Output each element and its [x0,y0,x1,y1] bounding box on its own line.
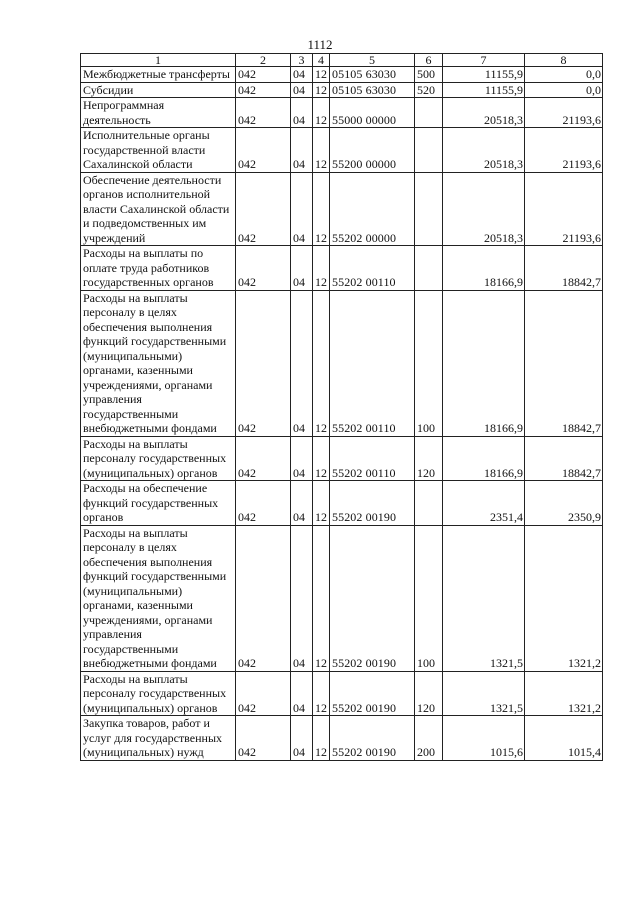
row-name-cell: Непрограммная деятельность [81,98,236,128]
expense-type-cell: 500 [415,67,443,83]
column-header-8: 8 [525,54,603,67]
column-header-4: 4 [313,54,330,67]
expense-type-cell [415,172,443,246]
target-article-cell: 55000 00000 [330,98,415,128]
table-row [81,172,603,246]
table-row [81,82,603,98]
subsection-cell: 12 [313,481,330,526]
expense-type-cell [415,481,443,526]
amount-col7-cell: 11155,9 [443,82,525,98]
subsection-cell: 12 [313,246,330,291]
amount-col7-cell: 18166,9 [443,246,525,291]
amount-col7-cell: 1015,6 [443,716,525,761]
target-article-cell: 55202 00110 [330,290,415,436]
table-row [81,98,603,128]
amount-col8-cell: 21193,6 [525,128,603,173]
admin-code-cell: 042 [236,436,291,481]
expense-type-cell: 120 [415,671,443,716]
column-number-header-row [81,54,603,67]
section-cell: 04 [291,671,313,716]
section-cell: 04 [291,436,313,481]
admin-code-cell: 042 [236,82,291,98]
admin-code-cell: 042 [236,98,291,128]
subsection-cell: 12 [313,98,330,128]
expense-type-cell: 200 [415,716,443,761]
expense-type-cell: 520 [415,82,443,98]
amount-col8-cell: 18842,7 [525,290,603,436]
amount-col7-cell: 18166,9 [443,436,525,481]
section-cell: 04 [291,82,313,98]
amount-col7-cell: 1321,5 [443,671,525,716]
amount-col8-cell: 2350,9 [525,481,603,526]
target-article-cell: 55202 00190 [330,671,415,716]
subsection-cell: 12 [313,290,330,436]
table-row [81,436,603,481]
column-header-7: 7 [443,54,525,67]
target-article-cell: 55202 00110 [330,436,415,481]
table-row [81,716,603,761]
expense-type-cell [415,128,443,173]
amount-col8-cell: 0,0 [525,67,603,83]
subsection-cell: 12 [313,82,330,98]
column-header-6: 6 [415,54,443,67]
section-cell: 04 [291,716,313,761]
target-article-cell: 05105 63030 [330,82,415,98]
column-header-2: 2 [236,54,291,67]
expense-type-cell: 120 [415,436,443,481]
table-row [81,481,603,526]
section-cell: 04 [291,246,313,291]
admin-code-cell: 042 [236,67,291,83]
column-header-3: 3 [291,54,313,67]
row-name-cell: Исполнительные органы государственной власти Сахалинской области [81,128,236,173]
subsection-cell: 12 [313,525,330,671]
target-article-cell: 55202 00190 [330,716,415,761]
expense-type-cell: 100 [415,290,443,436]
amount-col8-cell: 21193,6 [525,172,603,246]
admin-code-cell: 042 [236,525,291,671]
amount-col8-cell: 18842,7 [525,436,603,481]
section-cell: 04 [291,290,313,436]
table-row [81,525,603,671]
subsection-cell: 12 [313,716,330,761]
target-article-cell: 55202 00110 [330,246,415,291]
section-cell: 04 [291,525,313,671]
table-row [81,67,603,83]
expense-type-cell: 100 [415,525,443,671]
table-row [81,290,603,436]
amount-col8-cell: 0,0 [525,82,603,98]
subsection-cell: 12 [313,436,330,481]
table-row [81,128,603,173]
admin-code-cell: 042 [236,246,291,291]
amount-col7-cell: 11155,9 [443,67,525,83]
amount-col8-cell: 21193,6 [525,98,603,128]
subsection-cell: 12 [313,67,330,83]
amount-col8-cell: 1321,2 [525,525,603,671]
amount-col7-cell: 20518,3 [443,172,525,246]
target-article-cell: 55202 00190 [330,525,415,671]
section-cell: 04 [291,128,313,173]
row-name-cell: Субсидии [81,82,236,98]
table-row [81,246,603,291]
column-header-1: 1 [81,54,236,67]
admin-code-cell: 042 [236,481,291,526]
amount-col8-cell: 1015,4 [525,716,603,761]
target-article-cell: 55200 00000 [330,128,415,173]
section-cell: 04 [291,67,313,83]
subsection-cell: 12 [313,128,330,173]
admin-code-cell: 042 [236,716,291,761]
amount-col7-cell: 20518,3 [443,128,525,173]
expense-type-cell [415,98,443,128]
row-name-cell: Расходы на выплаты персоналу государственных (муниципальных) органов [81,436,236,481]
amount-col7-cell: 1321,5 [443,525,525,671]
admin-code-cell: 042 [236,290,291,436]
target-article-cell: 55202 00000 [330,172,415,246]
amount-col7-cell: 20518,3 [443,98,525,128]
section-cell: 04 [291,481,313,526]
page-number: 1112 [307,37,333,52]
admin-code-cell: 042 [236,128,291,173]
row-name-cell: Межбюджетные трансферты [81,67,236,83]
admin-code-cell: 042 [236,671,291,716]
row-name-cell: Расходы на выплаты персоналу государственных (муниципальных) органов [81,671,236,716]
row-name-cell: Закупка товаров, работ и услуг для государственных (муниципальных) нужд [81,716,236,761]
row-name-cell: Расходы на выплаты персоналу в целях обеспечения выполнения функций государственными (муниципальными) органами, казенными учреждениями, органами управления государственными внебюджетными фондами [81,290,236,436]
amount-col8-cell: 1321,2 [525,671,603,716]
budget-table [80,53,603,761]
row-name-cell: Обеспечение деятельности органов исполнительной власти Сахалинской области и подведомственных им учреждений [81,172,236,246]
section-cell: 04 [291,172,313,246]
admin-code-cell: 042 [236,172,291,246]
section-cell: 04 [291,98,313,128]
row-name-cell: Расходы на выплаты персоналу в целях обеспечения выполнения функций государственными (муниципальными) органами, казенными учреждениями, органами управления государственными внебюджетными фондами [81,525,236,671]
amount-col7-cell: 2351,4 [443,481,525,526]
table-row [81,671,603,716]
expense-type-cell [415,246,443,291]
row-name-cell: Расходы на выплаты по оплате труда работников государственных органов [81,246,236,291]
row-name-cell: Расходы на обеспечение функций государственных органов [81,481,236,526]
target-article-cell: 55202 00190 [330,481,415,526]
subsection-cell: 12 [313,172,330,246]
target-article-cell: 05105 63030 [330,67,415,83]
amount-col8-cell: 18842,7 [525,246,603,291]
amount-col7-cell: 18166,9 [443,290,525,436]
subsection-cell: 12 [313,671,330,716]
column-header-5: 5 [330,54,415,67]
